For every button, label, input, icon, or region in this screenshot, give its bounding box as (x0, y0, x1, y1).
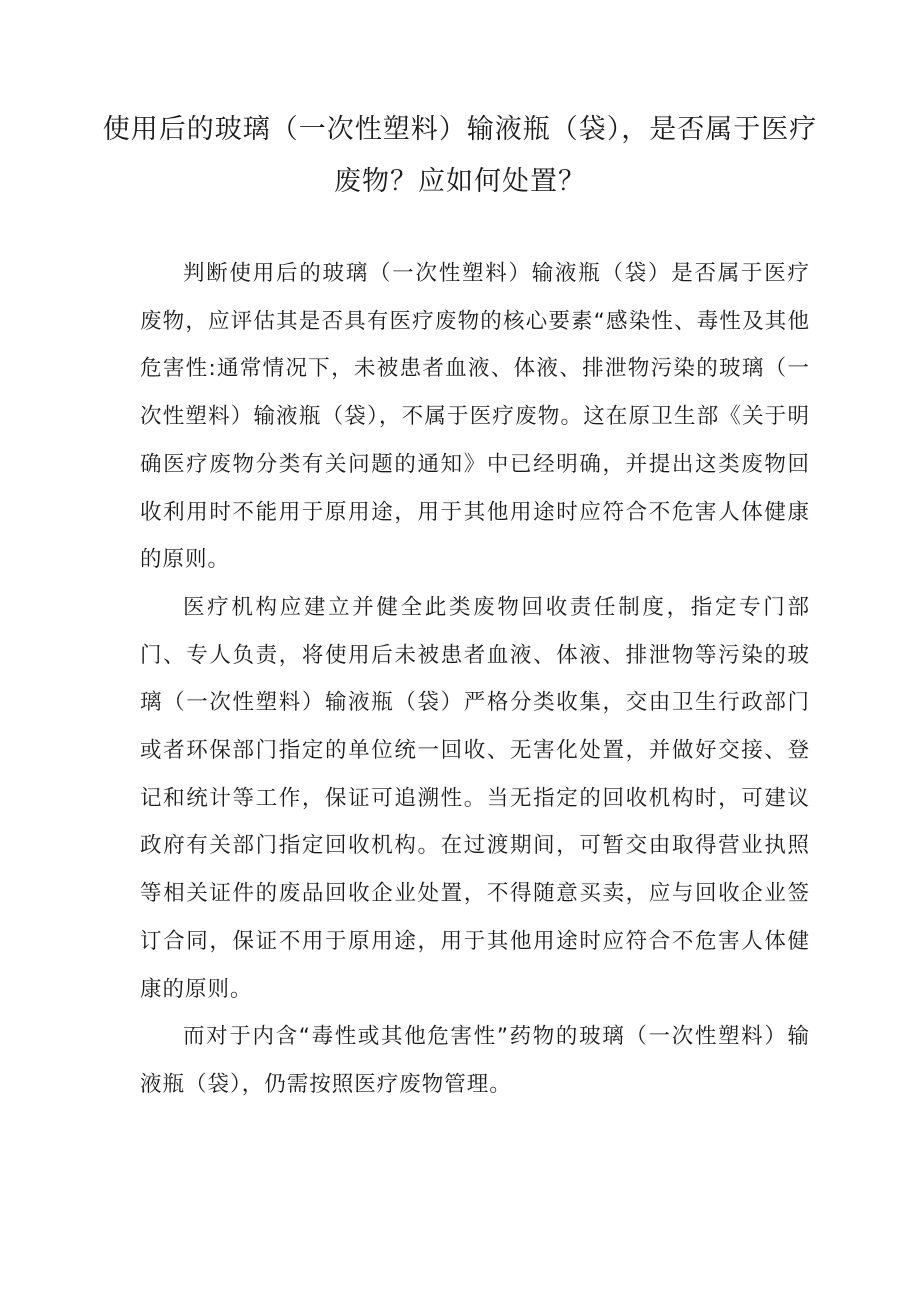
paragraph-management: 医疗机构应建立并健全此类废物回收责任制度，指定专门部门、专人负责，将使用后未被患者血液、体液、排泄物等污染的玻璃（一次性塑料）输液瓶（袋）严格分类收集，交由卫生行政部门或者环保部门指定的单位统一回收、无害化处置，并做好交接、登记和统计等工作，保证可追溯性。当无指定的回收机构时，可建议政府有关部门指定回收机构。在过渡期间，可暂交由取得营业执照等相关证件的废品回收企业处置，不得随意买卖，应与回收企业签订合同，保证不用于原用途，用于其他用途时应符合不危害人体健康的原则。 (140, 594, 810, 1002)
document-body (140, 250, 810, 1109)
paragraph-hazardous: 而对于内含“毒性或其他危害性”药物的玻璃（一次性塑料）输液瓶（袋），仍需按照医疗废物管理。 (140, 1024, 810, 1097)
paragraph-assessment: 判断使用后的玻璃（一次性塑料）输液瓶（袋）是否属于医疗废物，应评估其是否具有医疗废物的核心要素“感染性、毒性及其他危害性:通常情况下，未被患者血液、体液、排泄物污染的玻璃（一次性塑料）输液瓶（袋），不属于医疗废物。这在原卫生部《关于明确医疗废物分类有关问题的通知》中已经明确，并提出这类废物回收利用时不能用于原用途，用于其他用途时应符合不危害人体健康的原则。 (140, 261, 810, 573)
document-title: 使用后的玻璃（一次性塑料）输液瓶（袋），是否属于医疗废物？应如何处置？ (102, 114, 818, 197)
